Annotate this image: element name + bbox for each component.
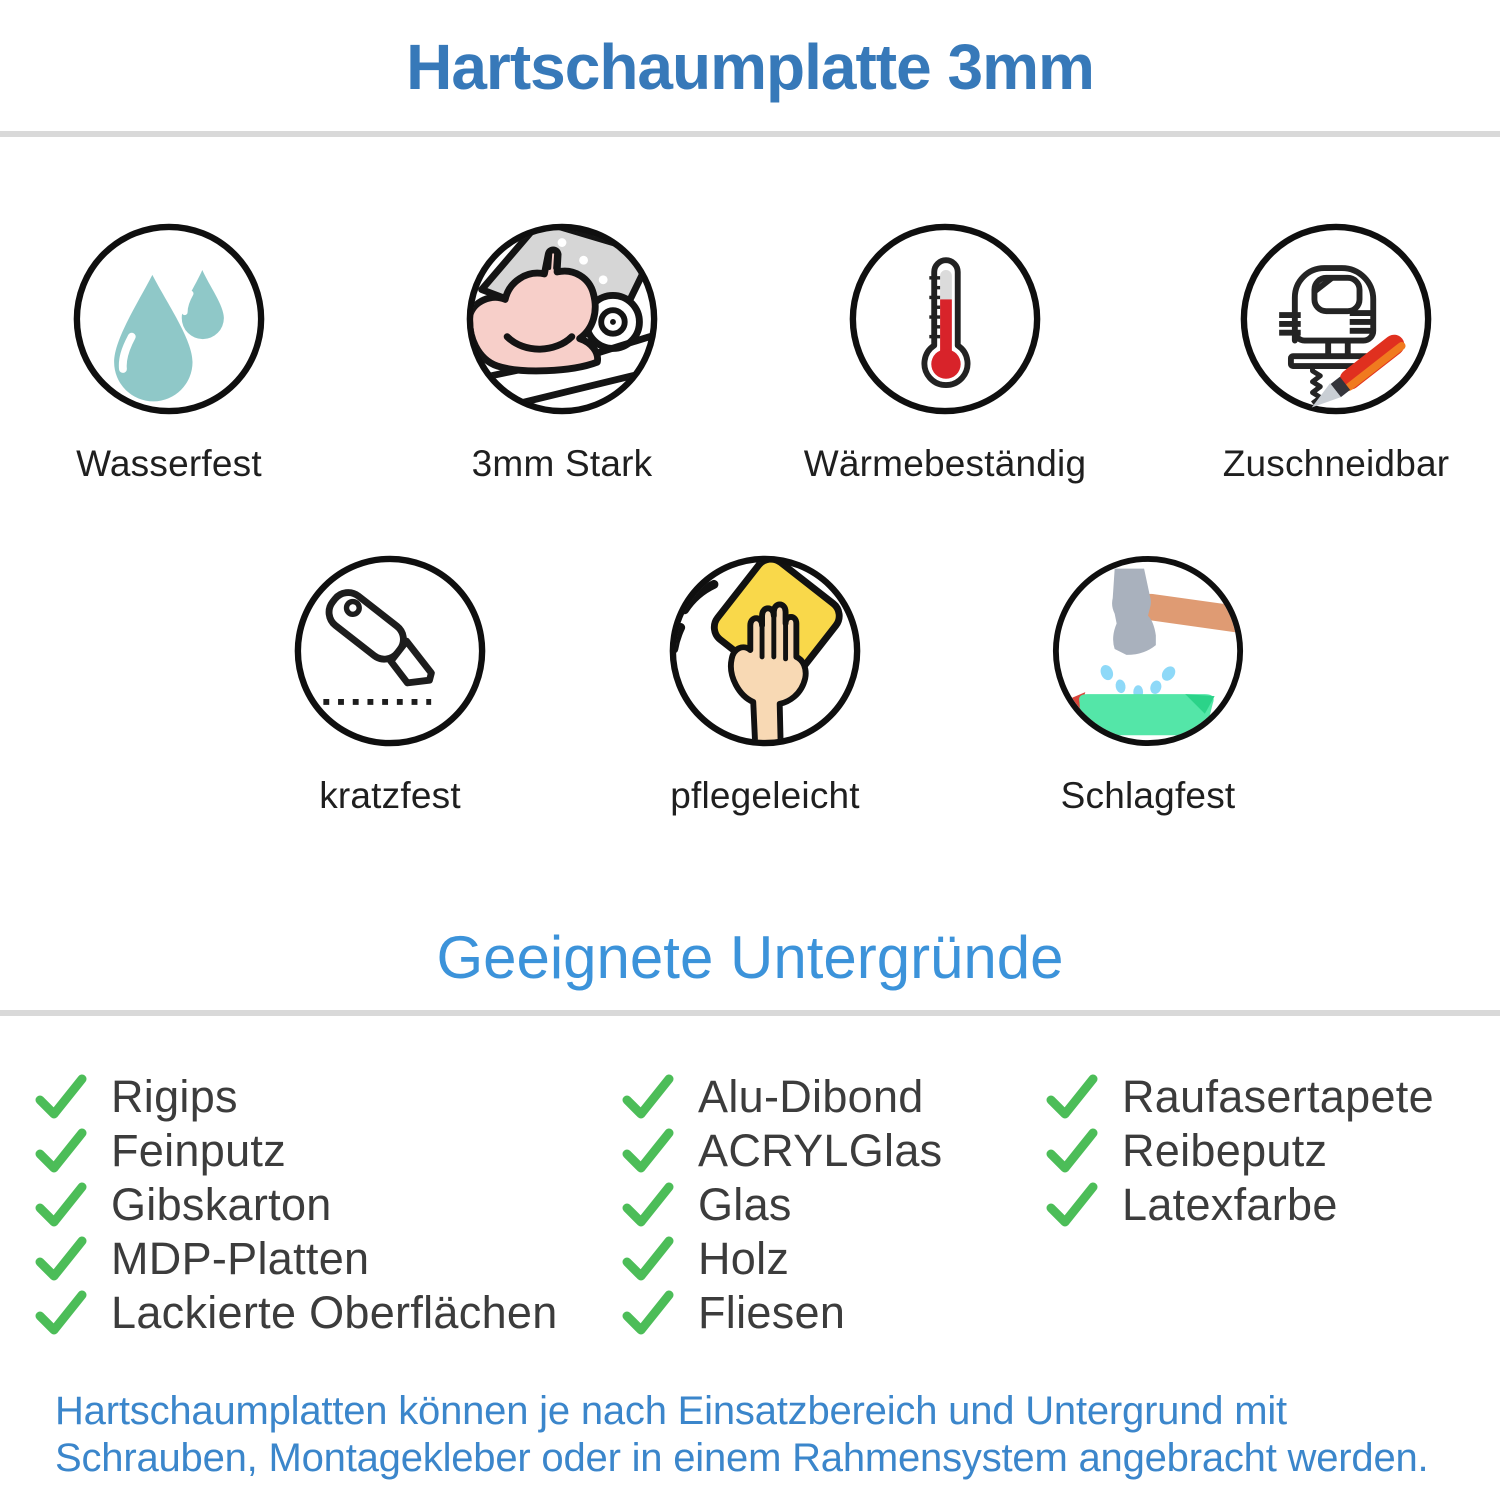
feature-wasserfest (0, 221, 339, 485)
list-item-label: ACRYLGlas (698, 1125, 943, 1176)
hammer-icon (1050, 553, 1246, 749)
footer-note (55, 1388, 1475, 1482)
page-title: Hartschaumplatte 3mm (406, 31, 1094, 103)
list-item-label: Alu-Dibond (698, 1071, 924, 1122)
feature-label: Zuschneidbar (1222, 443, 1450, 484)
jigsaw-icon (1238, 221, 1434, 417)
list-item (1046, 1178, 1434, 1232)
list-item-label: MDP-Platten (111, 1233, 370, 1284)
list-item (1046, 1124, 1434, 1178)
list-item-label: Glas (698, 1179, 792, 1230)
checkmark-icon (1046, 1128, 1098, 1174)
substrate-column-3 (1046, 1070, 1434, 1232)
checkmark-icon (35, 1074, 87, 1120)
list-item-label: Raufasertapete (1122, 1071, 1434, 1122)
flexed-arm-icon (464, 221, 660, 417)
footer-line-2: Schrauben, Montagekleber oder in einem Rahmensystem angebracht werden. (55, 1436, 1429, 1480)
list-item (35, 1232, 558, 1286)
substrate-column-2 (622, 1070, 942, 1340)
thermometer-icon (847, 221, 1043, 417)
list-item-label: Lackierte Oberflächen (111, 1287, 558, 1338)
feature-label: Wasserfest (76, 443, 262, 484)
footer-line-1: Hartschaumplatten können je nach Einsatzbereich und Untergrund mit (55, 1389, 1287, 1433)
checkmark-icon (1046, 1182, 1098, 1228)
checkmark-icon (622, 1074, 674, 1120)
checkmark-icon (35, 1182, 87, 1228)
list-item-label: Gibskarton (111, 1179, 332, 1230)
checkmark-icon (1046, 1074, 1098, 1120)
water-drops-icon (71, 221, 267, 417)
feature-kratzfest (220, 553, 560, 817)
checkmark-icon (35, 1236, 87, 1282)
list-item (35, 1286, 558, 1340)
list-item (622, 1178, 942, 1232)
utility-knife-icon (292, 553, 488, 749)
feature-zuschneidbar (1166, 221, 1500, 485)
checkmark-icon (622, 1290, 674, 1336)
list-item (622, 1286, 942, 1340)
list-item-label: Reibeputz (1122, 1125, 1328, 1176)
divider-bottom (0, 1010, 1500, 1016)
divider-top (0, 131, 1500, 137)
feature-label: Schlagfest (1060, 775, 1236, 816)
checkmark-icon (622, 1128, 674, 1174)
feature-label: 3mm Stark (471, 443, 653, 484)
feature-schlagfest (978, 553, 1318, 817)
checkmark-icon (35, 1128, 87, 1174)
substrate-column-1 (35, 1070, 558, 1340)
list-item-label: Rigips (111, 1071, 238, 1122)
list-item (622, 1232, 942, 1286)
feature-pflegeleicht (595, 553, 935, 817)
checkmark-icon (622, 1236, 674, 1282)
list-item (35, 1178, 558, 1232)
section-title: Geeignete Untergründe (436, 924, 1064, 991)
feature-label: Wärmebeständig (803, 443, 1087, 484)
list-item (35, 1124, 558, 1178)
list-item-label: Latexfarbe (1122, 1179, 1338, 1230)
list-item (35, 1070, 558, 1124)
feature-3mm-stark (392, 221, 732, 485)
checkmark-icon (35, 1290, 87, 1336)
wiping-hand-icon (667, 553, 863, 749)
feature-waermebestaendig (775, 221, 1115, 485)
list-item (1046, 1070, 1434, 1124)
list-item-label: Feinputz (111, 1125, 286, 1176)
list-item-label: Fliesen (698, 1287, 846, 1338)
list-item (622, 1124, 942, 1178)
list-item-label: Holz (698, 1233, 790, 1284)
feature-label: kratzfest (319, 775, 461, 816)
feature-label: pflegeleicht (670, 775, 860, 816)
list-item (622, 1070, 942, 1124)
checkmark-icon (622, 1182, 674, 1228)
